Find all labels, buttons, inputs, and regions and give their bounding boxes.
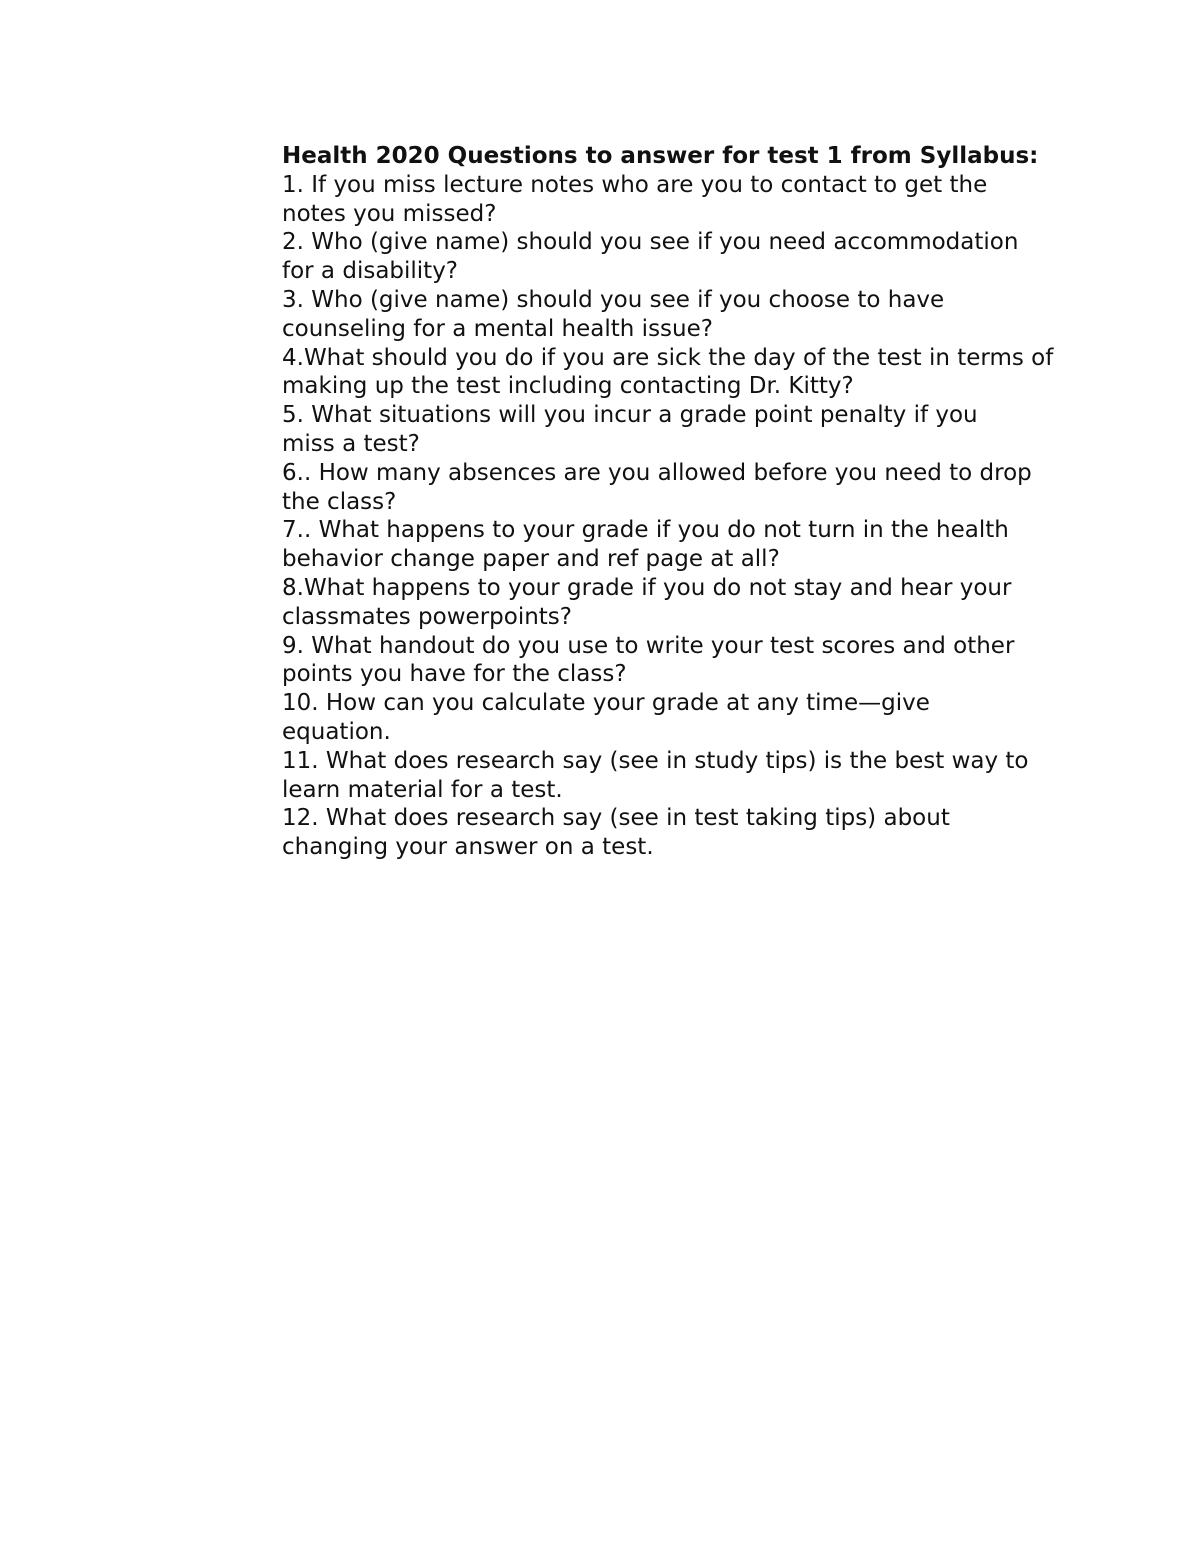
question-5: 5. What situations will you incur a grade point penalty if you miss a test?	[282, 402, 978, 457]
question-4: 4.What should you do if you are sick the day of the test in terms of making up the test including contacting Dr. Kitty?	[282, 344, 1054, 400]
question-6: 6.. How many absences are you allowed before you need to drop the class?	[282, 459, 1032, 515]
question-10: 10. How can you calculate your grade at any time—give equation.	[282, 690, 930, 745]
question-12: 12. What does research say (see in test taking tips) about changing your answer on a test.	[282, 805, 950, 861]
question-1: 1. If you miss lecture notes who are you to contact to get the notes you missed?	[282, 171, 988, 227]
question-2: 2. Who (give name) should you see if you need accommodation for a disability?	[282, 229, 1019, 285]
question-3: 3. Who (give name) should you see if you choose to have counseling for a mental health issue?	[282, 286, 945, 342]
question-7: 7.. What happens to your grade if you do not turn in the health behavior change paper and ref page at all?	[282, 517, 1009, 573]
question-8: 8.What happens to your grade if you do not stay and hear your classmates powerpoints?	[282, 574, 1012, 630]
document-content	[282, 142, 1082, 862]
document-title: Health 2020 Questions to answer for test 1 from Syllabus:	[282, 143, 1039, 169]
question-11: 11. What does research say (see in study tips) is the best way to learn material for a test.	[282, 747, 1029, 803]
question-9: 9. What handout do you use to write your test scores and other points you have for the class?	[282, 632, 1015, 688]
